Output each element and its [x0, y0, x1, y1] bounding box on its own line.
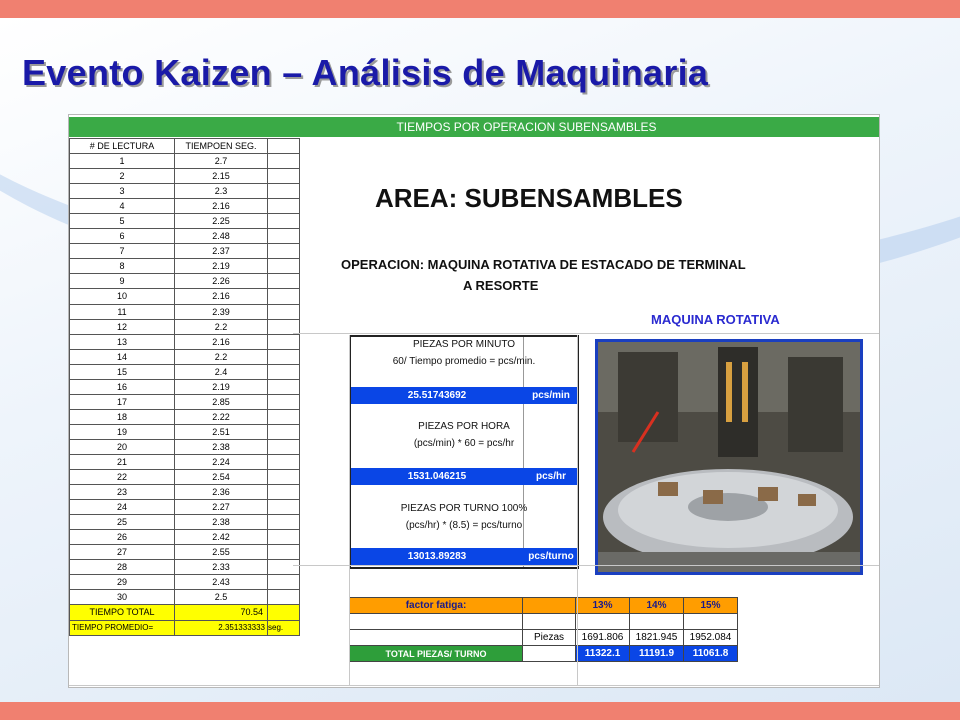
lectura-cell: 8	[70, 259, 175, 274]
tiempo-cell: 2.2	[175, 319, 268, 334]
fatiga-pct-15: 15%	[684, 598, 738, 614]
lectura-cell: 5	[70, 214, 175, 229]
table-row	[70, 530, 300, 545]
empty-cell	[268, 590, 300, 605]
fatiga-label: factor fatiga:	[350, 598, 523, 614]
table-row	[70, 394, 300, 409]
empty-cell	[268, 139, 300, 154]
lectura-cell: 25	[70, 515, 175, 530]
empty-cell	[268, 560, 300, 575]
empty-cell	[268, 485, 300, 500]
table-row	[70, 379, 300, 394]
tiempo-cell: 2.38	[175, 515, 268, 530]
ppm-formula: 60/ Tiempo promedio = pcs/min.	[392, 356, 536, 367]
empty-cell	[268, 439, 300, 454]
tiempo-cell: 2.38	[175, 439, 268, 454]
lectura-cell: 16	[70, 379, 175, 394]
lectura-cell: 2	[70, 169, 175, 184]
table-row	[70, 154, 300, 169]
total-13: 11322.1	[576, 646, 630, 662]
tiempo-cell: 2.25	[175, 214, 268, 229]
spreadsheet-image	[68, 114, 880, 688]
tiempo-cell: 2.16	[175, 334, 268, 349]
lectura-cell: 21	[70, 454, 175, 469]
empty-cell	[268, 319, 300, 334]
tiempo-cell: 2.85	[175, 394, 268, 409]
tiempo-cell: 2.55	[175, 545, 268, 560]
empty-cell	[268, 394, 300, 409]
lectura-cell: 12	[70, 319, 175, 334]
lectura-cell: 20	[70, 439, 175, 454]
table-row	[70, 184, 300, 199]
tiempo-cell: 2.26	[175, 274, 268, 289]
table-row	[70, 364, 300, 379]
table-row	[70, 470, 300, 485]
lectura-cell: 10	[70, 289, 175, 304]
col-header-lectura: # DE LECTURA	[70, 139, 175, 154]
operacion-line-2: A RESORTE	[463, 278, 539, 293]
tiempo-cell: 2.16	[175, 289, 268, 304]
tiempo-total-row	[70, 605, 300, 620]
fatiga-pct-14: 14%	[630, 598, 684, 614]
ppm-title: PIEZAS POR MINUTO	[412, 339, 516, 350]
pph-value: 1531.046215	[407, 471, 467, 482]
table-row	[70, 244, 300, 259]
table-row	[70, 334, 300, 349]
total-14: 11191.9	[630, 646, 684, 662]
table-row	[70, 545, 300, 560]
table-row	[70, 319, 300, 334]
table-row	[70, 439, 300, 454]
lectura-cell: 19	[70, 424, 175, 439]
ppt-title: PIEZAS POR TURNO 100%	[400, 503, 528, 514]
tiempo-cell: 2.16	[175, 199, 268, 214]
tiempo-cell: 2.43	[175, 575, 268, 590]
tiempo-cell: 2.24	[175, 454, 268, 469]
table-row	[70, 199, 300, 214]
empty-cell	[268, 409, 300, 424]
ppm-value: 25.51743692	[407, 390, 467, 401]
empty-cell	[268, 545, 300, 560]
readings-header-row	[70, 139, 300, 154]
tiempo-cell: 2.19	[175, 259, 268, 274]
ppm-unit: pcs/min	[532, 390, 570, 401]
table-row	[70, 214, 300, 229]
tiempo-cell: 2.2	[175, 349, 268, 364]
ppt-value: 13013.89283	[407, 551, 467, 562]
empty-cell	[268, 304, 300, 319]
lectura-cell: 6	[70, 229, 175, 244]
tiempo-cell: 2.22	[175, 409, 268, 424]
table-row	[70, 424, 300, 439]
lectura-cell: 27	[70, 545, 175, 560]
tiempo-cell: 2.37	[175, 244, 268, 259]
total-15: 11061.8	[684, 646, 738, 662]
machine-photo	[595, 339, 863, 575]
lectura-cell: 11	[70, 304, 175, 319]
lectura-cell: 22	[70, 470, 175, 485]
area-label: AREA: SUBENSAMBLES	[375, 183, 683, 213]
empty-cell	[268, 379, 300, 394]
ppm-row	[351, 387, 577, 404]
pph-unit: pcs/hr	[535, 471, 566, 482]
table-row	[70, 274, 300, 289]
empty-cell	[268, 515, 300, 530]
header-left-cell	[69, 117, 174, 137]
piezas-15: 1952.084	[684, 630, 738, 646]
tiempo-cell: 2.39	[175, 304, 268, 319]
tiempo-cell: 2.3	[175, 184, 268, 199]
table-row	[70, 409, 300, 424]
table-row	[70, 485, 300, 500]
table-row	[70, 304, 300, 319]
lectura-cell: 13	[70, 334, 175, 349]
maquina-label: MAQUINA ROTATIVA	[651, 312, 780, 327]
col-header-tiempo: TIEMPOEN SEG.	[175, 139, 268, 154]
tiempo-cell: 2.27	[175, 500, 268, 515]
empty-cell	[268, 274, 300, 289]
table-row	[70, 575, 300, 590]
lectura-cell: 28	[70, 560, 175, 575]
empty-cell	[268, 199, 300, 214]
tiempo-total-value: 70.54	[175, 605, 268, 620]
slide-title: Evento Kaizen – Análisis de Maquinaria	[22, 52, 709, 93]
empty-cell	[268, 259, 300, 274]
table-row	[70, 169, 300, 184]
lectura-cell: 7	[70, 244, 175, 259]
lectura-cell: 17	[70, 394, 175, 409]
tiempo-cell: 2.5	[175, 590, 268, 605]
lectura-cell: 9	[70, 274, 175, 289]
table-row	[70, 560, 300, 575]
tiempo-promedio-value: 2.351333333	[175, 620, 268, 635]
empty-cell	[268, 349, 300, 364]
tiempo-total-label: TIEMPO TOTAL	[70, 605, 175, 620]
empty-cell	[268, 470, 300, 485]
fatiga-pct-13: 13%	[576, 598, 630, 614]
sheet-header: TIEMPOS POR OPERACION SUBENSAMBLES	[173, 117, 880, 137]
table-row	[70, 500, 300, 515]
total-piezas-label: TOTAL PIEZAS/ TURNO	[350, 646, 523, 662]
piezas-14: 1821.945	[630, 630, 684, 646]
empty-cell	[268, 454, 300, 469]
tiempo-promedio-unit: seg.	[268, 620, 300, 635]
lectura-cell: 30	[70, 590, 175, 605]
ppt-formula: (pcs/hr) * (8.5) = pcs/turno	[405, 520, 523, 531]
empty-cell	[268, 575, 300, 590]
empty-cell	[268, 364, 300, 379]
empty-cell	[268, 244, 300, 259]
tiempo-cell: 2.51	[175, 424, 268, 439]
table-row	[70, 590, 300, 605]
lectura-cell: 15	[70, 364, 175, 379]
piezas-13: 1691.806	[576, 630, 630, 646]
lectura-cell: 18	[70, 409, 175, 424]
empty-cell	[268, 214, 300, 229]
tiempo-cell: 2.19	[175, 379, 268, 394]
readings-table	[69, 138, 300, 636]
table-row	[70, 454, 300, 469]
empty-cell	[268, 154, 300, 169]
fatiga-table	[349, 597, 738, 662]
empty-cell	[268, 530, 300, 545]
empty-cell	[268, 334, 300, 349]
tiempo-cell: 2.54	[175, 470, 268, 485]
pph-formula: (pcs/min) * 60 = pcs/hr	[413, 438, 515, 449]
lectura-cell: 29	[70, 575, 175, 590]
empty-cell	[268, 500, 300, 515]
tiempo-cell: 2.15	[175, 169, 268, 184]
ppt-unit: pcs/turno	[528, 551, 574, 562]
lectura-cell: 14	[70, 349, 175, 364]
table-row	[70, 289, 300, 304]
tiempo-cell: 2.7	[175, 154, 268, 169]
empty-cell	[268, 424, 300, 439]
piezas-label: Piezas	[523, 630, 576, 646]
table-row	[70, 515, 300, 530]
table-row	[70, 349, 300, 364]
tiempo-promedio-row	[70, 620, 300, 635]
tiempo-cell: 2.42	[175, 530, 268, 545]
lectura-cell: 26	[70, 530, 175, 545]
bottom-accent-bar	[0, 702, 960, 720]
tiempo-promedio-label: TIEMPO PROMEDIO=	[70, 620, 175, 635]
lectura-cell: 3	[70, 184, 175, 199]
tiempo-cell: 2.33	[175, 560, 268, 575]
tiempo-cell: 2.36	[175, 485, 268, 500]
ppt-row	[351, 548, 577, 565]
empty-cell	[268, 184, 300, 199]
lectura-cell: 24	[70, 500, 175, 515]
lectura-cell: 23	[70, 485, 175, 500]
empty-cell	[268, 289, 300, 304]
lectura-cell: 4	[70, 199, 175, 214]
table-row	[70, 229, 300, 244]
operacion-line-1: OPERACION: MAQUINA ROTATIVA DE ESTACADO DE TERMINAL	[341, 257, 746, 272]
pph-title: PIEZAS POR HORA	[418, 421, 510, 432]
table-row	[70, 259, 300, 274]
pph-row	[351, 468, 577, 485]
empty-cell	[268, 169, 300, 184]
lectura-cell: 1	[70, 154, 175, 169]
calc-box	[349, 335, 579, 569]
tiempo-cell: 2.48	[175, 229, 268, 244]
tiempo-cell: 2.4	[175, 364, 268, 379]
empty-cell	[268, 229, 300, 244]
